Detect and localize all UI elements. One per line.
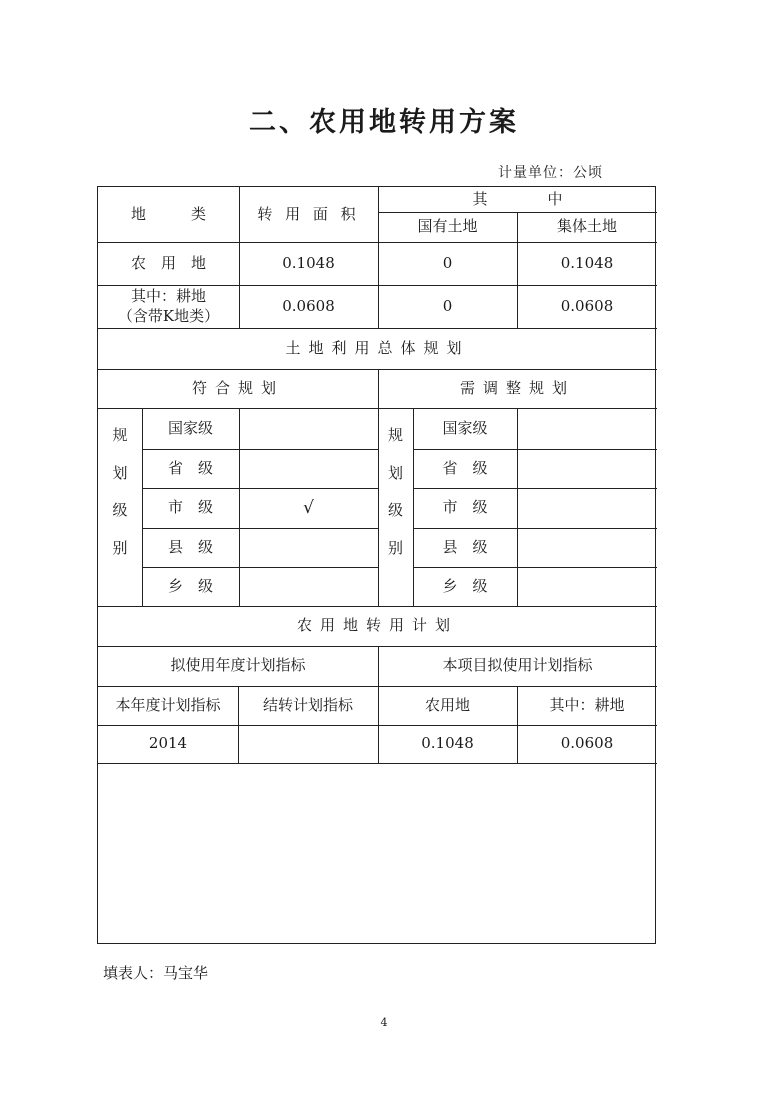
level-provincial-left: 省 级 [167, 458, 213, 477]
row-farmland-area: 0.1048 [282, 253, 335, 272]
row-arable-state: 0 [442, 296, 453, 315]
subheader-arable: 其中：耕地 [549, 695, 625, 714]
row-arable-label-line2: （含带K地类） [117, 306, 220, 325]
project-plan-header: 本项目拟使用计划指标 [442, 656, 593, 675]
level-city-right: 市 级 [442, 498, 488, 517]
level-city-left: 市 级 [167, 498, 213, 517]
header-among: 其 中 [472, 189, 563, 208]
side-char: 划 [387, 463, 403, 482]
page-number: 4 [380, 1016, 388, 1029]
row-arable-label-line1: 其中：耕地 [130, 287, 206, 305]
row-arable-area: 0.0608 [282, 296, 335, 315]
unit-label: 计量单位：公顷 [498, 165, 603, 181]
header-collective-land: 集体土地 [556, 217, 617, 236]
header-land-type: 地 类 [130, 204, 206, 223]
side-char: 别 [387, 538, 403, 557]
level-national-right: 国家级 [442, 418, 488, 437]
page-title: 二、农用地转用方案 [249, 107, 519, 138]
subheader-carryover: 结转计划指标 [262, 695, 353, 714]
value-arable: 0.0608 [560, 734, 614, 753]
plan-adjust-header: 需调整规划 [459, 378, 575, 397]
row-arable-collective: 0.0608 [560, 296, 614, 315]
level-county-left: 县 级 [167, 537, 213, 556]
value-farmland: 0.1048 [421, 734, 474, 753]
conversion-section-title: 农用地转用计划 [296, 616, 458, 635]
annual-plan-header: 拟使用年度计划指标 [170, 656, 306, 675]
level-provincial-right: 省 级 [442, 458, 488, 477]
row-farmland-collective: 0.1048 [560, 253, 614, 272]
value-carryover [238, 725, 378, 763]
conversion-table [97, 186, 656, 944]
form-filler: 填表人：马宝华 [103, 964, 209, 982]
level-township-right: 乡 级 [442, 576, 488, 595]
header-area: 转 用 面 积 [257, 204, 360, 223]
subheader-farmland: 农用地 [424, 695, 470, 714]
row-farmland-label: 农 用 地 [130, 253, 206, 272]
plan-conform-header: 符合规划 [191, 378, 284, 397]
level-county-right: 县 级 [442, 537, 488, 556]
subheader-current-year: 本年度计划指标 [115, 695, 221, 714]
row-farmland-state: 0 [442, 253, 453, 272]
plan-level-side-label-left [98, 416, 142, 566]
level-township-left: 乡 级 [167, 576, 213, 595]
side-char: 规 [112, 426, 128, 445]
city-level-checkmark: √ [303, 497, 314, 518]
plan-section-title: 土地利用总体规划 [285, 338, 470, 357]
side-char: 级 [112, 501, 128, 520]
plan-level-side-label-right [378, 416, 413, 566]
side-char: 别 [112, 538, 128, 557]
row-arable-label [98, 285, 239, 328]
side-char: 规 [387, 426, 403, 445]
side-char: 划 [112, 463, 128, 482]
header-state-land: 国有土地 [417, 217, 478, 236]
value-current-year: 2014 [148, 734, 188, 753]
side-char: 级 [387, 501, 403, 520]
level-national-left: 国家级 [167, 418, 213, 437]
